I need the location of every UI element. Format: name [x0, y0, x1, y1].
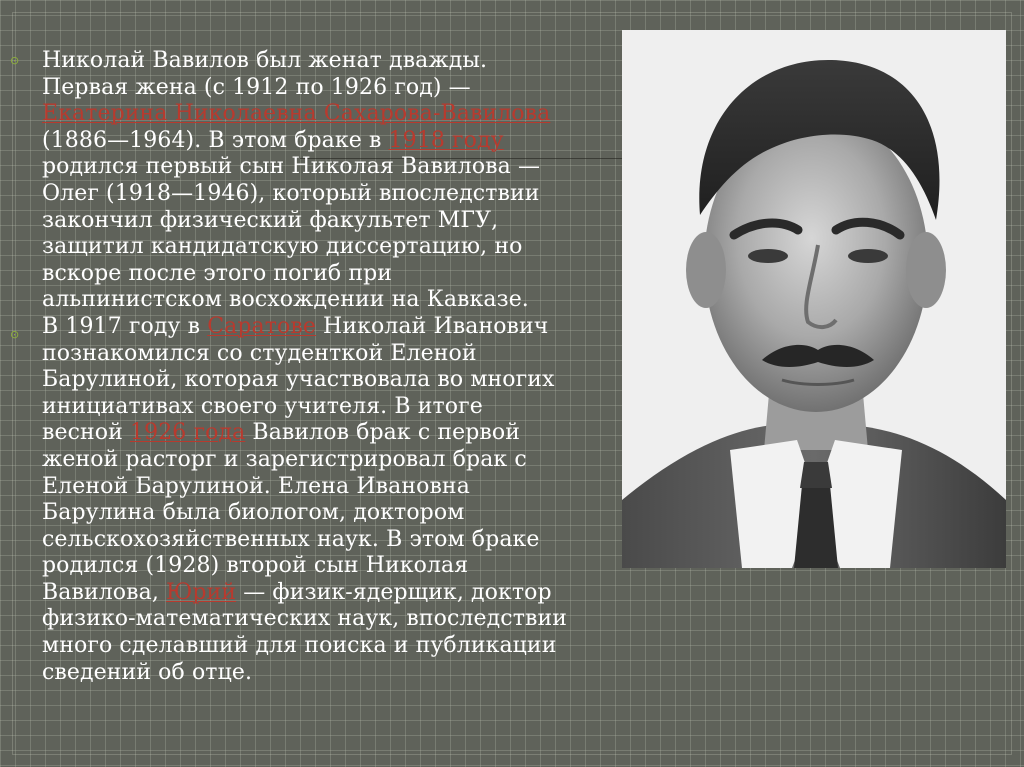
text-run: Николай Вавилов был женат дважды.	[42, 48, 488, 73]
text-run: родился (1928) второй сын Николая	[42, 553, 469, 579]
text-run: (1886—1964). В этом браке в	[42, 127, 389, 153]
paragraph2-line	[42, 553, 632, 580]
paragraph2-line	[42, 527, 632, 554]
text-run: В 1917 году в	[42, 313, 208, 339]
paragraph2-line	[42, 606, 632, 633]
text-run: Николай Иванович	[315, 313, 549, 339]
text-run: Вавилов брак с первой	[245, 420, 521, 446]
paragraph2-line	[42, 580, 632, 607]
hyperlink[interactable]: Екатерина Николаевна Сахарова-Вавилова	[42, 101, 551, 127]
hyperlink[interactable]: 1918 году	[388, 127, 504, 153]
text-run: инициативах своего учителя. В итоге	[42, 393, 483, 419]
text-run: Вавилова,	[42, 579, 167, 605]
paragraph2-line	[42, 633, 632, 660]
text-run: альпинистском восхождении на Кавказе.	[42, 287, 529, 313]
paragraph1-line	[42, 101, 632, 128]
text-run: весной	[42, 420, 130, 446]
paragraph1-line	[42, 261, 632, 288]
paragraph-second-marriage	[42, 314, 632, 686]
paragraph2-line	[42, 341, 632, 368]
text-run: Олег (1918—1946), который впоследствии	[42, 180, 540, 206]
text-run: вскоре после этого погиб при	[42, 260, 393, 286]
paragraph2-line	[42, 394, 632, 421]
paragraph1-line	[42, 75, 632, 102]
paragraph2-line	[42, 314, 632, 341]
portrait-illustration	[622, 30, 1006, 568]
text-run: защитил кандидатскую диссертацию, но	[42, 234, 523, 260]
paragraph2-line	[42, 420, 632, 447]
paragraph1-line	[42, 128, 632, 155]
text-run: закончил физический факультет МГУ,	[42, 207, 499, 233]
text-run: Барулина была биологом, доктором	[42, 500, 465, 526]
text-run: познакомился со студенткой Еленой	[42, 340, 477, 366]
paragraph2-line	[42, 367, 632, 394]
paragraph2-line	[42, 447, 632, 474]
text-run: женой расторг и зарегистрировал брак с	[42, 446, 527, 472]
text-run: сведений об отце.	[42, 659, 253, 685]
hyperlink[interactable]: Саратове	[207, 313, 316, 339]
portrait-photo	[622, 30, 1006, 568]
text-run: много сделавший для поиска и публикации	[42, 633, 557, 659]
paragraph1-line	[42, 181, 632, 208]
text-run: родился первый сын Николая Вавилова —	[42, 154, 541, 180]
paragraph1-line	[42, 48, 632, 75]
text-run: — физик-ядерщик, доктор	[236, 579, 552, 605]
body-text	[42, 48, 632, 686]
hyperlink[interactable]: Юрий	[166, 579, 237, 605]
paragraph1-line	[42, 287, 632, 314]
paragraph2-line	[42, 500, 632, 527]
paragraph-first-marriage	[42, 48, 632, 314]
paragraph1-line	[42, 234, 632, 261]
paragraph2-line	[42, 660, 632, 687]
text-run: Барулиной, которая участвовала во многих	[42, 367, 555, 393]
bullet-icon: ⊙	[10, 328, 20, 341]
paragraph1-line	[42, 208, 632, 235]
text-run: Первая жена (с 1912 по 1926 год) —	[42, 74, 471, 100]
paragraph2-line	[42, 474, 632, 501]
text-run: Еленой Барулиной. Елена Ивановна	[42, 473, 470, 499]
paragraph1-line	[42, 154, 632, 181]
text-run: физико-математических наук, впоследствии	[42, 606, 567, 632]
hyperlink[interactable]: 1926 года	[130, 420, 246, 446]
text-run: сельскохозяйственных наук. В этом браке	[42, 526, 540, 552]
bullet-icon: ⊙	[10, 54, 20, 67]
